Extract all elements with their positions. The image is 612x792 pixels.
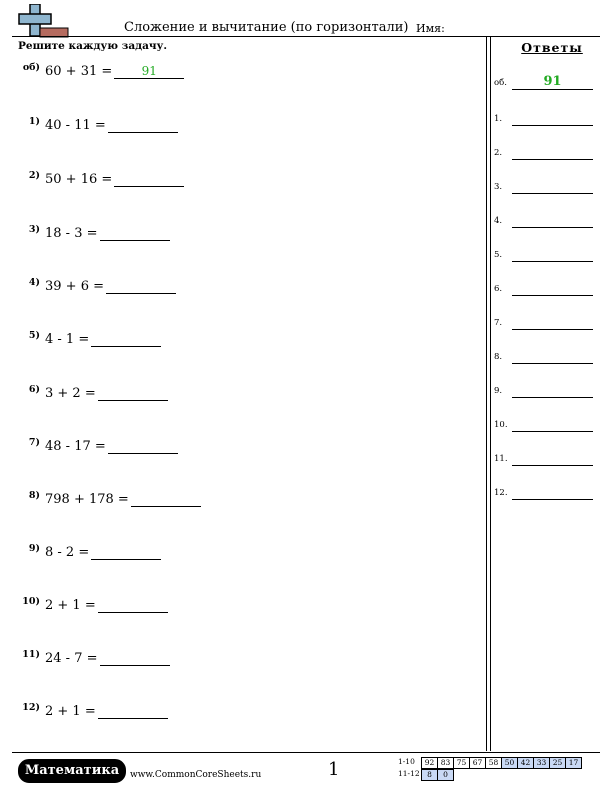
answer-blank[interactable] (108, 439, 178, 454)
answer-key-blank[interactable] (512, 247, 593, 262)
problem-expression (45, 172, 184, 187)
answer-key-blank[interactable] (512, 485, 593, 500)
answer-key-number: 10. (494, 420, 508, 430)
answer-key-row (494, 178, 594, 194)
score-row-label: 11-12 (398, 769, 420, 778)
problem-expression-text: 60 + 31 = (45, 64, 113, 79)
score-cell: 33 (533, 757, 550, 769)
answer-blank[interactable] (98, 704, 168, 719)
answer-key-number: 6. (494, 284, 503, 294)
problem-expression-text: 39 + 6 = (45, 279, 104, 294)
problem-expression (45, 386, 168, 401)
answer-blank[interactable] (91, 332, 161, 347)
score-row-label: 1-10 (398, 757, 415, 766)
answer-key-number: 4. (494, 216, 503, 226)
problem-expression (45, 492, 201, 507)
problem-expression (45, 226, 170, 241)
problem-expression-text: 24 - 7 = (45, 651, 98, 666)
answer-key-blank[interactable] (512, 145, 593, 160)
score-cell: 50 (501, 757, 518, 769)
problem-expression-text: 8 - 2 = (45, 545, 90, 560)
score-cell: 42 (517, 757, 534, 769)
problem-expression (45, 279, 176, 294)
answer-key-blank[interactable] (512, 349, 593, 364)
problem-expression (45, 545, 161, 560)
answer-key-blank[interactable] (512, 179, 593, 194)
answer-key-blank[interactable] (512, 281, 593, 296)
worksheet-title: Сложение и вычитание (по горизонтали) (124, 20, 409, 35)
answer-key-number: 3. (494, 182, 503, 192)
score-cell: 58 (485, 757, 502, 769)
answer-blank[interactable] (100, 651, 170, 666)
problem-number: 2) (28, 170, 40, 181)
answer-blank[interactable] (131, 492, 201, 507)
problem-number: 7) (28, 437, 40, 448)
answers-title: Ответы (521, 40, 583, 55)
answer-blank[interactable] (108, 118, 178, 133)
problem-expression-text: 40 - 11 = (45, 118, 106, 133)
problem-expression-text: 4 - 1 = (45, 332, 90, 347)
answer-key-row (494, 144, 594, 160)
answer-key-blank[interactable] (512, 315, 593, 330)
answer-blank[interactable] (100, 226, 170, 241)
problem-expression (45, 332, 161, 347)
problem-expression (45, 439, 178, 454)
instructions: Решите каждую задачу. (18, 40, 167, 52)
problem-expression-text: 18 - 3 = (45, 226, 98, 241)
problem-expression (45, 704, 168, 719)
problem-number: 8) (28, 490, 40, 501)
problem-expression-text: 798 + 178 = (45, 492, 129, 507)
site-link[interactable]: www.CommonCoreSheets.ru (130, 770, 262, 780)
answer-key-row (494, 246, 594, 262)
subject-badge: Математика (18, 759, 126, 783)
answer-key-number: 11. (494, 454, 508, 464)
answer-key-number: 7. (494, 318, 503, 328)
problem-expression-text: 2 + 1 = (45, 704, 96, 719)
answer-key-row (494, 348, 594, 364)
problem-expression (45, 118, 178, 133)
answer-key-row (494, 212, 594, 228)
problem-number: 5) (28, 330, 40, 341)
problem-expression-text: 3 + 2 = (45, 386, 96, 401)
answer-key-number: 1. (494, 114, 503, 124)
name-label: Имя: (416, 22, 445, 35)
answer-key-number: об. (494, 78, 507, 88)
answer-key-number: 5. (494, 250, 503, 260)
problem-number: 4) (28, 277, 40, 288)
answer-blank[interactable] (98, 598, 168, 613)
problem-number: 9) (28, 543, 40, 554)
answer-key-row (494, 382, 594, 398)
problem-expression (45, 598, 168, 613)
problem-number: 12) (22, 702, 40, 713)
answer-blank[interactable] (91, 545, 161, 560)
problem-number: 11) (22, 649, 40, 660)
problem-number: 10) (22, 596, 40, 607)
score-cell: 83 (437, 757, 454, 769)
answer-key-row (494, 74, 594, 90)
answer-key-blank[interactable]: 91 (512, 75, 593, 90)
score-cell: 67 (469, 757, 486, 769)
footer-rule (12, 752, 600, 753)
problem-number: 1) (28, 116, 40, 127)
answer-key-row (494, 314, 594, 330)
page-number: 1 (328, 759, 340, 780)
problem-expression (45, 64, 184, 79)
answer-key-blank[interactable] (512, 417, 593, 432)
problem-expression-text: 48 - 17 = (45, 439, 106, 454)
answer-key-row (494, 280, 594, 296)
answer-blank[interactable] (114, 172, 184, 187)
answer-key-number: 12. (494, 488, 508, 498)
score-cell: 92 (421, 757, 438, 769)
problem-number: об) (22, 62, 40, 73)
score-row (398, 757, 582, 768)
answer-key-number: 2. (494, 148, 503, 158)
answer-key-number: 9. (494, 386, 503, 396)
answer-key-row (494, 416, 594, 432)
answer-key-blank[interactable] (512, 383, 593, 398)
answer-key-row (494, 110, 594, 126)
plus-minus-logo-icon (14, 4, 70, 38)
score-cell: 25 (549, 757, 566, 769)
answer-key-number: 8. (494, 352, 503, 362)
problem-expression-text: 50 + 16 = (45, 172, 113, 187)
problem-number: 3) (28, 224, 40, 235)
score-cell: 0 (437, 769, 454, 781)
answer-blank[interactable] (98, 386, 168, 401)
problem-number: 6) (28, 384, 40, 395)
problem-expression (45, 651, 170, 666)
answer-key-row (494, 484, 594, 500)
score-cell: 75 (453, 757, 470, 769)
score-cell: 17 (565, 757, 582, 769)
answer-key-row (494, 450, 594, 466)
column-divider (486, 37, 491, 751)
score-row (398, 769, 454, 780)
problem-expression-text: 2 + 1 = (45, 598, 96, 613)
answer-key-blank[interactable] (512, 111, 593, 126)
header-rule (12, 36, 600, 37)
answer-blank[interactable]: 91 (114, 64, 184, 79)
answer-key-blank[interactable] (512, 213, 593, 228)
answer-blank[interactable] (106, 279, 176, 294)
answer-key-blank[interactable] (512, 451, 593, 466)
score-cell: 8 (421, 769, 438, 781)
